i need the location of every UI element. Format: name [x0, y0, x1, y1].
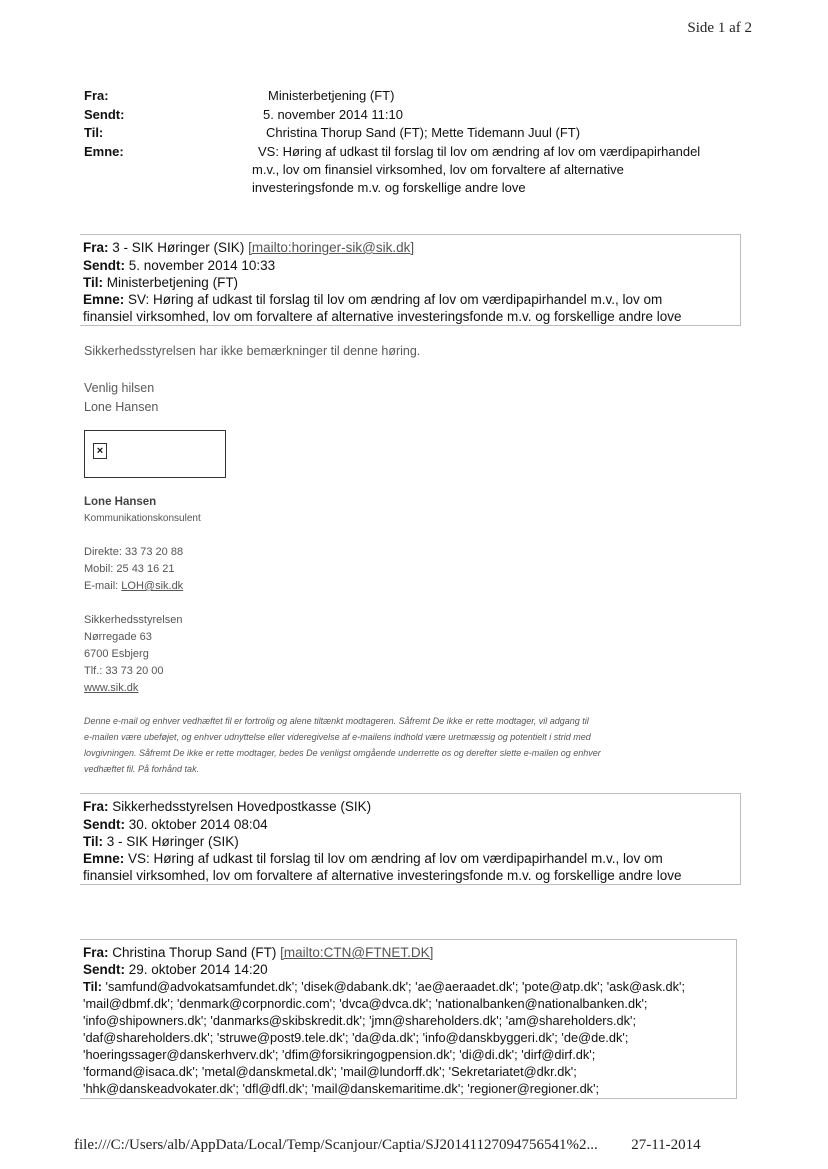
header-subject-line-3: investeringsfonde m.v. og forskellige andre love	[252, 180, 526, 195]
quote3-mailto-link[interactable]: [mailto:CTN@FTNET.DK]	[280, 945, 434, 960]
quote1-to-value: Ministerbetjening (FT)	[106, 275, 239, 290]
quote3-to-line: 'formand@isaca.dk'; 'metal@danskmetal.dk'; 'mail@lundorff.dk'; 'Sekretariatet@dkr.dk';	[83, 1064, 577, 1079]
header-sent-label: Sendt:	[84, 107, 125, 122]
quote2-subject-cont: finansiel virksomhed, lov om forvaltere af alternative investeringsfonde m.v. og forskellige andre love	[83, 868, 682, 883]
quote1-subject-cont: finansiel virksomhed, lov om forvaltere af alternative investeringsfonde m.v. og forskellige andre love	[83, 309, 682, 324]
header-to-label: Til:	[84, 125, 104, 140]
broken-image-icon: ×	[93, 443, 107, 459]
footer-date: 27-11-2014	[631, 1137, 701, 1153]
quote1-from-value: 3 - SIK Høringer (SIK)	[112, 240, 245, 255]
greeting: Venlig hilsen	[84, 381, 155, 395]
signature-phone: Tlf.: 33 73 20 00	[84, 665, 164, 677]
signature-street: Nørregade 63	[84, 631, 152, 643]
quoted-header-2	[80, 793, 741, 885]
header-to-value: Christina Thorup Sand (FT); Mette Tidemann Juul (FT)	[266, 125, 581, 140]
signature-email-label: E-mail:	[84, 580, 122, 592]
quote1-sent-label: Sendt:	[83, 258, 125, 273]
quote1-subject-value: SV: Høring af udkast til forslag til lov om ændring af lov om værdipapirhandel m.v., lov om	[128, 292, 663, 307]
header-from-value: Ministerbetjening (FT)	[268, 88, 395, 103]
header-subject-label: Emne:	[84, 144, 124, 159]
quote1-mailto-link[interactable]: [mailto:horinger-sik@sik.dk]	[248, 240, 415, 255]
signature-image-placeholder	[84, 430, 226, 478]
header-from-label: Fra:	[84, 88, 109, 103]
sender-name: Lone Hansen	[84, 400, 159, 414]
message-text: Sikkerhedsstyrelsen har ikke bemærkninger til denne høring.	[84, 344, 421, 358]
signature-name: Lone Hansen	[84, 496, 157, 508]
quote3-to-line: 'mail@dbmf.dk'; 'denmark@corpnordic.com'; 'dvca@dvca.dk'; 'nationalbanken@nationalbanken.dk';	[83, 996, 648, 1011]
signature-email-link[interactable]: LOH@sik.dk	[121, 580, 184, 592]
disclaimer-line: lovgivningen. Såfremt De ikke er rette modtager, bedes De venligst omgående underrette os og derefter slette e-mailen og enhver	[84, 748, 601, 758]
quote3-sent-value: 29. oktober 2014 14:20	[128, 962, 268, 977]
quote3-to-line: 'hhk@danskeadvokater.dk'; 'dfl@dfl.dk'; 'mail@danskemaritime.dk'; 'regioner@regioner.dk';	[83, 1081, 600, 1096]
quote2-sent-label: Sendt:	[83, 817, 125, 832]
quote3-to-label: Til:	[83, 979, 102, 994]
quote1-from-label: Fra:	[83, 240, 109, 255]
quote3-to-line: 'daf@shareholders.dk'; 'struwe@post9.tele.dk'; 'da@da.dk'; 'info@danskbyggeri.dk'; 'de@de.dk';	[83, 1030, 629, 1045]
quote2-subject-label: Emne:	[83, 851, 125, 866]
quote3-to-line: 'info@shipowners.dk'; 'danmarks@skibskredit.dk'; 'jmn@shareholders.dk'; 'am@shareholders.dk';	[83, 1013, 637, 1028]
footer-file-path: file:///C:/Users/alb/AppData/Local/Temp/Scanjour/Captia/SJ20141127094756541%2...	[74, 1137, 598, 1153]
quote3-from-label: Fra:	[83, 945, 109, 960]
signature-org: Sikkerhedsstyrelsen	[84, 614, 183, 626]
quoted-header-1	[80, 234, 741, 326]
quote2-from-value: Sikkerhedsstyrelsen Hovedpostkasse (SIK)	[112, 799, 372, 814]
header-subject-line-2: m.v., lov om finansiel virksomhed, lov om forvaltere af alternative	[252, 162, 624, 177]
disclaimer-line: e-mailen være ubeføjet, og enhver udnyttelse eller videregivelse af e-mailens indhold være uretmæssig og potentielt i strid med	[84, 732, 591, 742]
quote3-sent-label: Sendt:	[83, 962, 125, 977]
quote1-sent-value: 5. november 2014 10:33	[128, 258, 276, 273]
signature-direct: Direkte: 33 73 20 88	[84, 546, 184, 558]
disclaimer	[84, 713, 744, 777]
quote2-from-label: Fra:	[83, 799, 109, 814]
header-subject-line-1: VS: Høring af udkast til forslag til lov om ændring af lov om værdipapirhandel	[258, 144, 701, 159]
disclaimer-line: vedhæftet fil. På forhånd tak.	[84, 764, 200, 774]
quote3-to-line: 'hoeringssager@danskerhverv.dk'; 'dfim@forsikringogpension.dk'; 'di@di.dk'; 'dirf@dirf.dk';	[83, 1047, 596, 1062]
quote2-subject-value: VS: Høring af udkast til forslag til lov om ændring af lov om værdipapirhandel m.v., lov om	[128, 851, 663, 866]
footer	[74, 1137, 701, 1154]
quote1-to-label: Til:	[83, 275, 103, 290]
signature-mobile: Mobil: 25 43 16 21	[84, 563, 175, 575]
quoted-header-3	[80, 939, 737, 1099]
quote2-to-label: Til:	[83, 834, 103, 849]
page-number: Side 1 af 2	[687, 20, 752, 36]
signature-web-link[interactable]: www.sik.dk	[84, 682, 139, 694]
signature-title: Kommunikationskonsulent	[84, 513, 201, 524]
quote3-to-line: 'samfund@advokatsamfundet.dk'; 'disek@dabank.dk'; 'ae@aeraadet.dk'; 'pote@atp.dk'; 'ask@ask.dk';	[105, 979, 686, 994]
quote1-subject-label: Emne:	[83, 292, 125, 307]
header-sent-value: 5. november 2014 11:10	[263, 107, 403, 122]
disclaimer-line: Denne e-mail og enhver vedhæftet fil er fortrolig og alene tiltænkt modtageren. Såfremt De ikke er rette modtager, vil adgang til	[84, 716, 589, 726]
quote2-to-value: 3 - SIK Høringer (SIK)	[106, 834, 239, 849]
quote3-from-value: Christina Thorup Sand (FT)	[112, 945, 277, 960]
quote2-sent-value: 30. oktober 2014 08:04	[128, 817, 268, 832]
signature-city: 6700 Esbjerg	[84, 648, 149, 660]
